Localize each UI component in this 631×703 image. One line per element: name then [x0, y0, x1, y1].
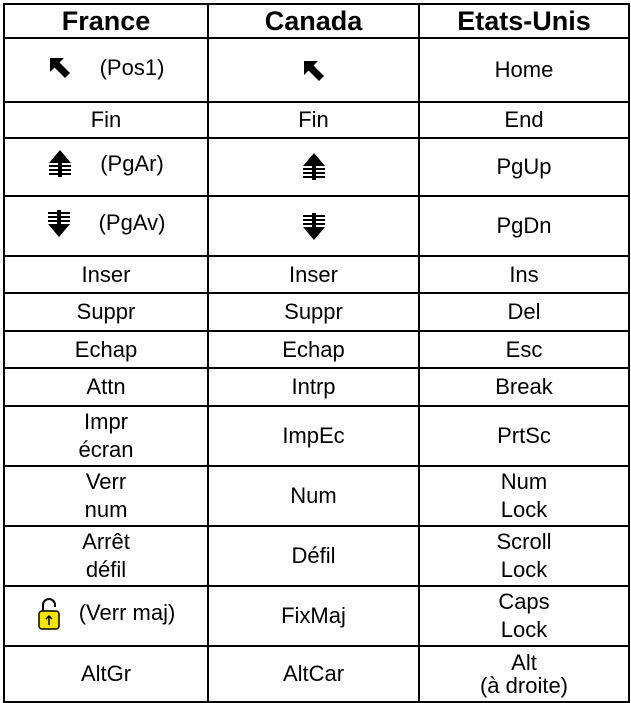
cell-france — [4, 38, 208, 102]
cell-us: Home — [419, 38, 629, 102]
table-row — [4, 526, 629, 586]
table-row — [4, 196, 629, 256]
table-row — [4, 586, 629, 646]
cell-france: Suppr — [4, 293, 208, 331]
cell-france: AltGr — [4, 646, 208, 702]
cell-us: Ins — [419, 256, 629, 293]
table-row — [4, 293, 629, 331]
cell-france: Echap — [4, 331, 208, 368]
key-label-line: Num — [500, 469, 548, 494]
table-row — [4, 256, 629, 293]
key-label-line: écran — [78, 437, 134, 462]
page-down-icon — [302, 211, 326, 241]
key-label: (Pos1) — [99, 54, 165, 80]
key-label-line: Lock — [500, 557, 548, 582]
key-label-line: Lock — [500, 497, 548, 522]
cell-canada: Num — [208, 466, 419, 526]
table-row — [4, 646, 629, 702]
cell-canada: Suppr — [208, 293, 419, 331]
cell-us: Esc — [419, 331, 629, 368]
cell-us: PgDn — [419, 196, 629, 256]
caps-lock-padlock-icon — [37, 596, 61, 630]
cell-us: Del — [419, 293, 629, 331]
cell-france: Fin — [4, 102, 208, 138]
key-label-line: num — [84, 497, 128, 522]
cell-canada: Echap — [208, 331, 419, 368]
table-row — [4, 331, 629, 368]
cell-canada: Défil — [208, 526, 419, 586]
keyboard-key-table — [3, 3, 630, 703]
key-label-line: Verr — [85, 469, 127, 494]
header-france: France — [4, 4, 208, 38]
cell-us: Break — [419, 368, 629, 406]
cell-france — [4, 586, 208, 646]
page-up-icon — [302, 152, 326, 182]
key-label: (PgAr) — [100, 150, 164, 176]
key-label-line: Lock — [500, 617, 548, 642]
cell-us — [419, 526, 629, 586]
cell-canada: FixMaj — [208, 586, 419, 646]
cell-canada: Inser — [208, 256, 419, 293]
cell-us — [419, 586, 629, 646]
cell-france — [4, 138, 208, 196]
table-row — [4, 138, 629, 196]
cell-us: PgUp — [419, 138, 629, 196]
page-down-icon — [47, 208, 71, 238]
cell-france — [4, 406, 208, 466]
header-canada: Canada — [208, 4, 419, 38]
cell-canada — [208, 196, 419, 256]
key-label-line: (à droite) — [479, 673, 569, 698]
table-row — [4, 368, 629, 406]
table-row — [4, 38, 629, 102]
table-row — [4, 466, 629, 526]
cell-france: Inser — [4, 256, 208, 293]
key-label: (PgAv) — [98, 209, 166, 235]
home-arrow-icon — [48, 56, 72, 80]
cell-canada: ImpEc — [208, 406, 419, 466]
key-label-line: Alt — [511, 650, 537, 675]
key-label-line: Scroll — [496, 529, 552, 554]
cell-us — [419, 646, 629, 702]
cell-us: PrtSc — [419, 406, 629, 466]
key-label-line: Impr — [84, 409, 128, 434]
cell-france — [4, 526, 208, 586]
cell-canada: Fin — [208, 102, 419, 138]
cell-france — [4, 466, 208, 526]
cell-canada: Intrp — [208, 368, 419, 406]
header-us: Etats-Unis — [419, 4, 629, 38]
cell-france: Attn — [4, 368, 208, 406]
cell-canada — [208, 38, 419, 102]
table-row — [4, 406, 629, 466]
cell-canada: AltCar — [208, 646, 419, 702]
cell-canada — [208, 138, 419, 196]
header-row — [4, 4, 629, 38]
table-row — [4, 102, 629, 138]
home-arrow-icon — [302, 59, 326, 83]
cell-us: End — [419, 102, 629, 138]
cell-france — [4, 196, 208, 256]
key-label: (Verr maj) — [78, 599, 176, 625]
key-label-line: Caps — [498, 589, 550, 614]
key-label-line: défil — [85, 557, 127, 582]
key-label-line: Arrêt — [82, 529, 130, 554]
cell-us — [419, 466, 629, 526]
page-up-icon — [48, 149, 72, 179]
